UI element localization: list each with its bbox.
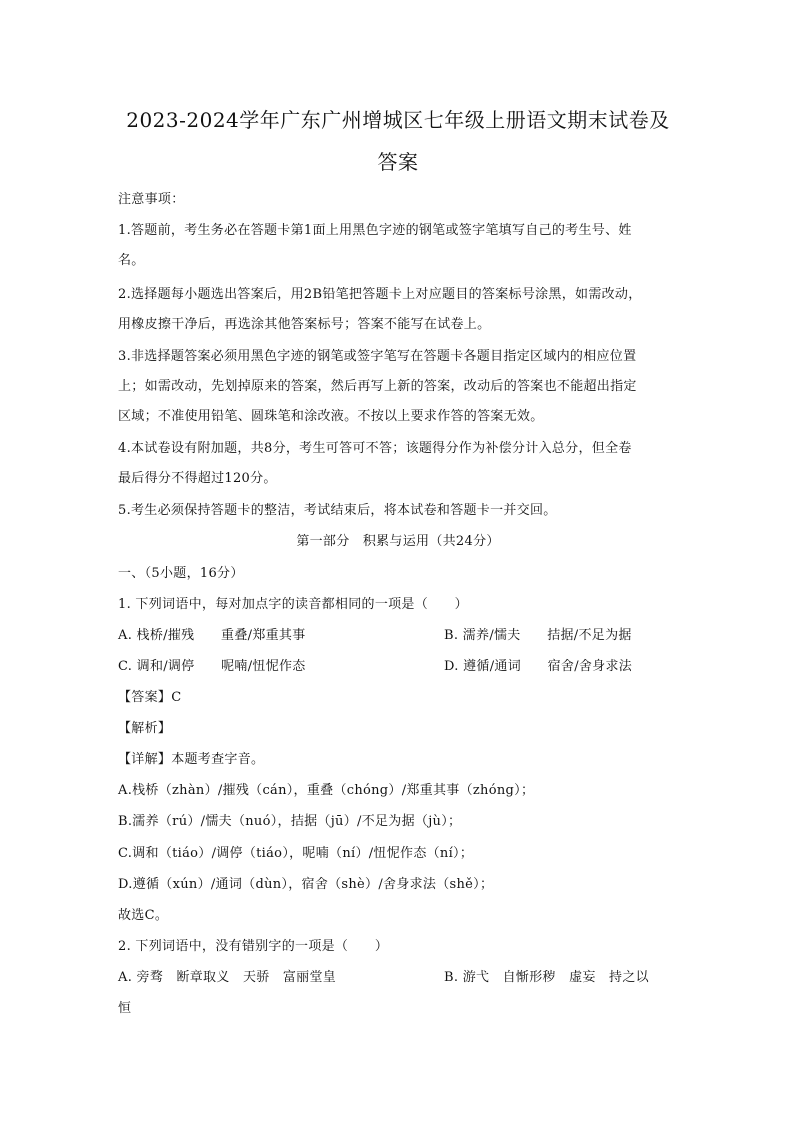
notice-line: 1.答题前，考生务必在答题卡第1面上用黑色字迹的钢笔或签字笔填写自己的考生号、姓 bbox=[118, 223, 632, 238]
question-2-option-b-wrap: 恒 bbox=[118, 1001, 132, 1016]
question-1-option-a: A. 栈桥/摧残 重叠/郑重其事 bbox=[118, 628, 306, 643]
question-2-option-b: B. 游弋 自惭形秽 虚妄 持之以 bbox=[444, 970, 649, 985]
question-1-explanation-line: C.调和（tiáo）/调停（tiáo），呢喃（ní）/忸怩作态（ní）； bbox=[118, 846, 474, 861]
question-1-detail: 【详解】本题考查字音。 bbox=[118, 752, 265, 767]
notice-line: 区域；不准使用铅笔、圆珠笔和涂改液。不按以上要求作答的答案无效。 bbox=[118, 409, 544, 424]
question-1-option-b: B. 濡养/懦夫 拮据/不足为据 bbox=[444, 628, 632, 643]
question-1-analysis-label: 【解析】 bbox=[118, 721, 172, 736]
section-heading: 一、（5小题，16分） bbox=[118, 566, 244, 581]
question-1-explanation-line: D.遵循（xún）/通词（dùn），宿舍（shè）/舍身求法（shě）； bbox=[118, 877, 494, 892]
notice-heading: 注意事项： bbox=[118, 192, 185, 207]
question-1-stem: 1. 下列词语中，每对加点字的读音都相同的一项是（ ） bbox=[118, 597, 468, 612]
document-title-line2: 答案 bbox=[377, 150, 419, 174]
notice-line: 5.考生必须保持答题卡的整洁，考试结束后，将本试卷和答题卡一并交回。 bbox=[118, 503, 557, 518]
question-1-option-d: D. 遵循/通词 宿舍/舍身求法 bbox=[444, 659, 633, 674]
question-1-explanation-line: A.栈桥（zhàn）/摧残（cán），重叠（chóng）/郑重其事（zhóng）； bbox=[118, 783, 535, 798]
question-2-stem: 2. 下列词语中，没有错别字的一项是（ ） bbox=[118, 939, 389, 954]
notice-line: 用橡皮擦干净后，再选涂其他答案标号；答案不能写在试卷上。 bbox=[118, 317, 491, 332]
notice-line: 4.本试卷设有附加题，共8分，考生可答可不答；该题得分作为补偿分计入总分，但全卷 bbox=[118, 441, 632, 456]
document-title-line1: 2023-2024学年广东广州增城区七年级上册语文期末试卷及 bbox=[126, 108, 670, 132]
question-1-explanation-line: B.濡养（rú）/懦夫（nuó），拮据（jū）/不足为据（jù）； bbox=[118, 814, 462, 829]
question-1-option-c: C. 调和/调停 呢喃/忸怩作态 bbox=[118, 659, 306, 674]
notice-line: 名。 bbox=[118, 253, 145, 268]
notice-line: 最后得分不得超过120分。 bbox=[118, 471, 277, 486]
question-1-answer: 【答案】C bbox=[118, 690, 182, 705]
notice-line: 上；如需改动，先划掉原来的答案，然后再写上新的答案，改动后的答案也不能超出指定 bbox=[118, 379, 637, 394]
question-1-conclusion: 故选C。 bbox=[118, 908, 169, 923]
part-heading: 第一部分 积累与运用（共24分） bbox=[296, 534, 500, 549]
notice-line: 3.非选择题答案必须用黑色字迹的钢笔或签字笔写在答题卡各题目指定区域内的相应位置 bbox=[118, 349, 637, 364]
question-2-option-a: A. 旁骛 断章取义 天骄 富丽堂皇 bbox=[118, 970, 337, 985]
notice-line: 2.选择题每小题选出答案后，用2B铅笔把答题卡上对应题目的答案标号涂黑，如需改动， bbox=[118, 287, 642, 302]
